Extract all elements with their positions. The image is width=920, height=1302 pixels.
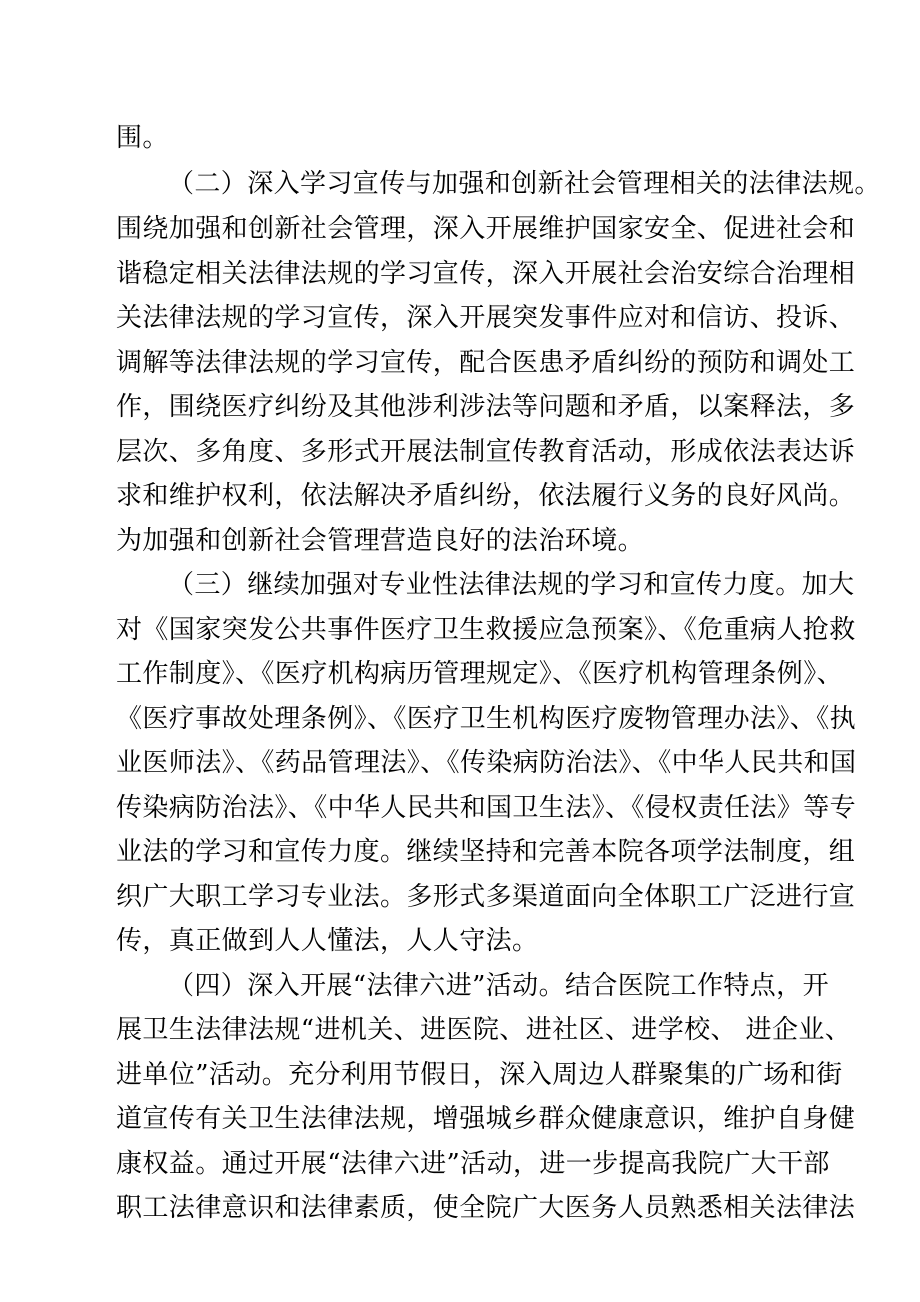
text-line: 职工法律意识和法律素质，使全院广大医务人员熟悉相关法律法 — [116, 1193, 856, 1223]
text-line: 传染病防治法》、《中华人民共和国卫生法》、《侵权责任法》等专 — [116, 793, 857, 823]
text-line: 进单位”活动。充分利用节假日，深入周边人群聚集的广场和街 — [116, 1060, 843, 1090]
text-line: 织广大职工学习专业法。多形式多渠道面向全体职工广泛进行宣 — [116, 882, 856, 912]
text-line: 展卫生法律法规“进机关、进医院、进社区、进学校、 进企业、 — [116, 1015, 852, 1045]
text-line: 《医疗事故处理条例》、《医疗卫生机构医疗废物管理办法》、《执 — [116, 704, 857, 734]
text-line: 康权益。通过开展“法律六进”活动，进一步提高我院广大干部 — [116, 1149, 830, 1179]
text-line: 作，围绕医疗纠纷及其他涉利涉法等问题和矛盾，以案释法，多 — [116, 392, 856, 422]
text-line: 调解等法律法规的学习宣传，配合医患矛盾纠纷的预防和调处工 — [116, 348, 856, 378]
text-line: 传，真正做到人人懂法，人人守法。 — [116, 926, 539, 956]
text-line: （三）继续加强对专业性法律法规的学习和宣传力度。加大 — [168, 570, 855, 600]
text-line: 为加强和创新社会管理营造良好的法治环境。 — [116, 526, 645, 556]
text-line: 围绕加强和创新社会管理，深入开展维护国家安全、促进社会和 — [116, 214, 856, 244]
text-line: （二）深入学习宣传与加强和创新社会管理相关的法律法规。 — [168, 169, 881, 199]
text-line: 业法的学习和宣传力度。继续坚持和完善本院各项学法制度，组 — [116, 837, 856, 867]
text-line: 层次、多角度、多形式开展法制宣传教育活动，形成依法表达诉 — [116, 437, 856, 467]
text-line: 道宣传有关卫生法律法规，增强城乡群众健康意识，维护自身健 — [116, 1104, 856, 1134]
text-line: （四）深入开展“法律六进”活动。结合医院工作特点，开 — [168, 971, 829, 1001]
text-line: 求和维护权利，依法解决矛盾纠纷，依法履行义务的良好风尚。 — [116, 481, 856, 511]
text-line: 谐稳定相关法律法规的学习宣传，深入开展社会治安综合治理相 — [116, 259, 856, 289]
text-line: 围。 — [116, 123, 169, 153]
text-line: 工作制度》、《医疗机构病历管理规定》、《医疗机构管理条例》、 — [116, 659, 844, 689]
text-line: 关法律法规的学习宣传，深入开展突发事件应对和信访、投诉、 — [116, 303, 856, 333]
text-line: 业医师法》、《药品管理法》、《传染病防治法》、《中华人民共和国 — [116, 748, 857, 778]
text-line: 对《国家突发公共事件医疗卫生救援应急预案》、《危重病人抢救 — [116, 615, 856, 645]
